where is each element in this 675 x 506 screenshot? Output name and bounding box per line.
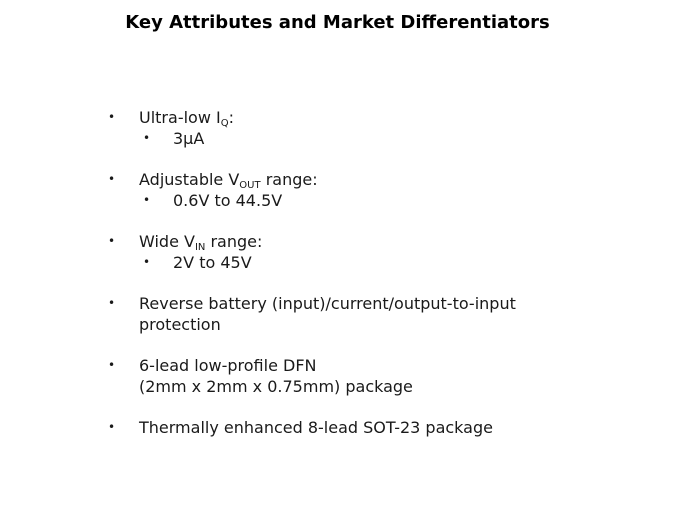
- bullet-icon: •: [108, 110, 116, 124]
- item-text-main: Adjustable V: [139, 170, 240, 189]
- bullet-icon: •: [108, 234, 116, 248]
- item-text-main: Wide V: [139, 232, 195, 251]
- slide-title: Key Attributes and Market Differentiators: [125, 12, 550, 33]
- bullet-icon: •: [108, 420, 116, 434]
- bullet-icon: •: [108, 358, 116, 372]
- item-text-line2: (2mm x 2mm x 0.75mm) package: [139, 377, 413, 396]
- item-text-main: Ultra-low I: [139, 108, 221, 127]
- item-text: [139, 231, 668, 252]
- list-item-dfn-package: [108, 355, 668, 397]
- item-subscript: OUT: [239, 180, 261, 191]
- sub-item-text: 2V to 45V: [173, 253, 252, 272]
- bullet-icon: •: [143, 131, 151, 145]
- item-subscript: IN: [194, 242, 206, 253]
- bullet-icon: •: [143, 255, 151, 269]
- item-text-suffix: range:: [205, 232, 263, 251]
- sub-list-item: [139, 252, 668, 273]
- item-text-line1: 6-lead low-profile DFN: [139, 356, 317, 375]
- list-item-vout: [108, 169, 668, 211]
- item-text-suffix: :: [228, 108, 234, 127]
- sub-list-item: [139, 190, 668, 211]
- item-text: [139, 107, 668, 128]
- item-text: [139, 169, 668, 190]
- item-text-line2: protection: [139, 315, 221, 334]
- sub-item-text: 3µA: [173, 129, 205, 148]
- list-item-iq: [108, 107, 668, 149]
- item-text-line1: Thermally enhanced 8-lead SOT-23 package: [139, 418, 493, 437]
- bullet-icon: •: [108, 296, 116, 310]
- bullet-list: [108, 107, 668, 458]
- item-text-line1: Reverse battery (input)/current/output-to-input: [139, 294, 516, 313]
- list-item-vin: [108, 231, 668, 273]
- sub-item-text: 0.6V to 44.5V: [173, 191, 283, 210]
- list-item-sot23-package: [108, 417, 668, 438]
- list-item-protection: [108, 293, 668, 335]
- item-text-suffix: range:: [260, 170, 318, 189]
- sub-list-item: [139, 128, 668, 149]
- item-subscript: Q: [220, 118, 229, 129]
- bullet-icon: •: [108, 172, 116, 186]
- bullet-icon: •: [143, 193, 151, 207]
